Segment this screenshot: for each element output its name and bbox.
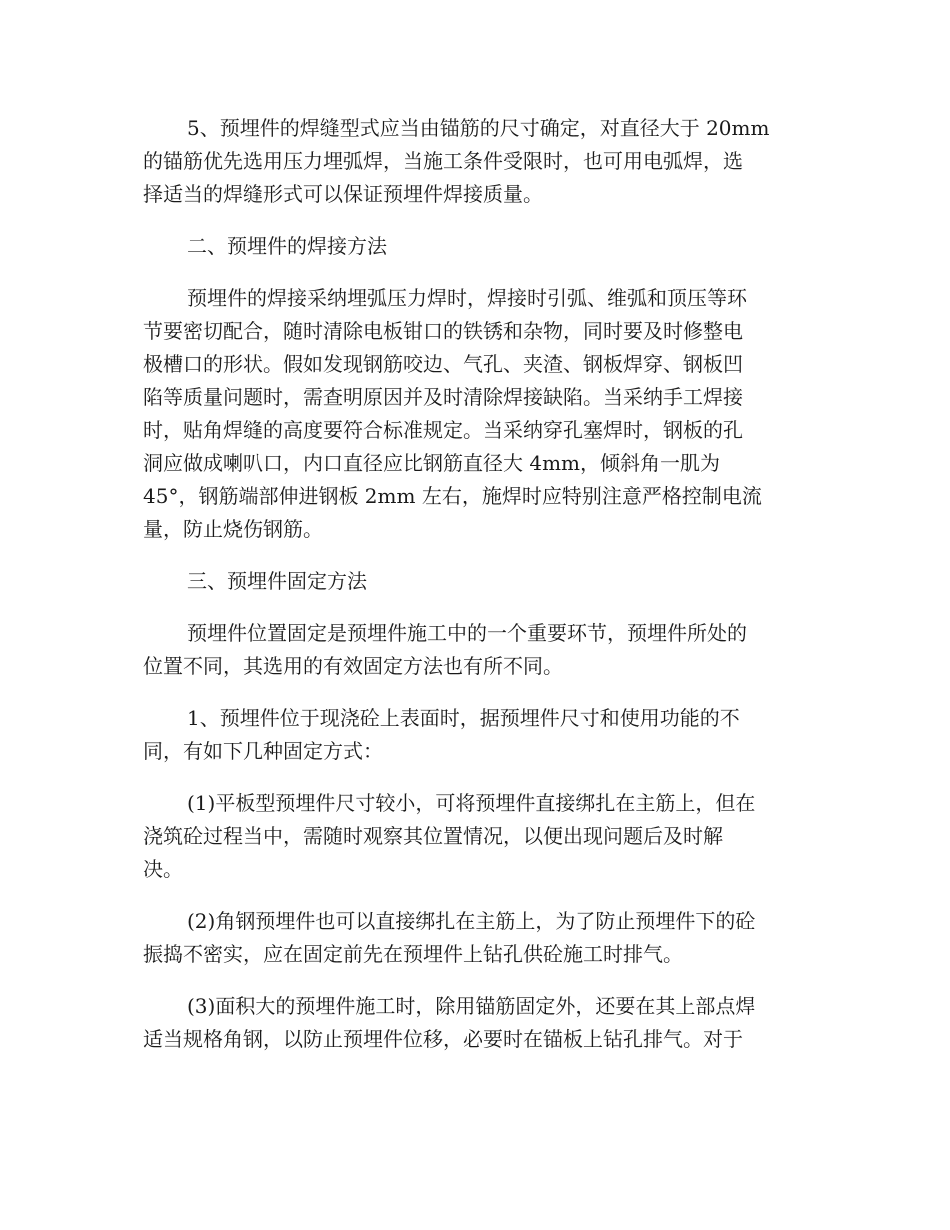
text-line: 洞应做成喇叭口，内口直径应比钢筋直径大 4mm，倾斜角一肌为	[143, 451, 721, 475]
text-line: 决。	[143, 857, 183, 881]
text-line: 5、预埋件的焊缝型式应当由锚筋的尺寸确定，对直径大于 20mm	[187, 116, 770, 140]
paragraph-item-3	[143, 990, 807, 1056]
section-heading-fixing-method: 三、预埋件固定方法	[187, 569, 367, 593]
text-line: 预埋件位置固定是预埋件施工中的一个重要环节，预埋件所处的	[187, 621, 747, 645]
text-line: 位置不同，其选用的有效固定方法也有所不同。	[143, 654, 563, 678]
text-line: 振捣不密实，应在固定前先在预埋件上钻孔供砼施工时排气。	[143, 942, 683, 966]
text-line: 时，贴角焊缝的高度要符合标准规定。当采纳穿孔塞焊时，钢板的孔	[143, 418, 743, 442]
document-page	[143, 112, 807, 1075]
text-line: (1)平板型预埋件尺寸较小，可将预埋件直接绑扎在主筋上，但在	[187, 791, 756, 815]
paragraph-fixing-intro	[143, 617, 807, 683]
text-line: (3)面积大的预埋件施工时，除用锚筋固定外，还要在其上部点焊	[187, 994, 756, 1018]
text-line: 45°，钢筋端部伸进钢板 2mm 左右，施焊时应特别注意严格控制电流	[143, 484, 762, 508]
section-heading-welding-method: 二、预埋件的焊接方法	[187, 234, 387, 258]
text-line: 择适当的焊缝形式可以保证预埋件焊接质量。	[143, 182, 543, 206]
paragraph-welding-method	[143, 282, 807, 546]
text-line: 量，防止烧伤钢筋。	[143, 517, 323, 541]
paragraph-weld-type	[143, 112, 807, 211]
text-line: 陷等质量问题时，需查明原因并及时清除焊接缺陷。当采纳手工焊接	[143, 385, 743, 409]
text-line: 1、预埋件位于现浇砼上表面时，据预埋件尺寸和使用功能的不	[187, 706, 740, 730]
paragraph-item-2	[143, 905, 807, 971]
text-line: 预埋件的焊接采纳埋弧压力焊时，焊接时引弧、维弧和顶压等环	[187, 286, 747, 310]
text-line: 节要密切配合，随时清除电板钳口的铁锈和杂物，同时要及时修整电	[143, 319, 743, 343]
text-line: 同，有如下几种固定方式：	[143, 739, 383, 763]
paragraph-item-1	[143, 787, 807, 886]
text-line: 极槽口的形状。假如发现钢筋咬边、气孔、夹渣、钢板焊穿、钢板凹	[143, 352, 743, 376]
text-line: (2)角钢预埋件也可以直接绑扎在主筋上，为了防止预埋件下的砼	[187, 909, 756, 933]
text-line: 浇筑砼过程当中，需随时观察其位置情况，以便出现问题后及时解	[143, 824, 723, 848]
text-line: 的锚筋优先选用压力埋弧焊，当施工条件受限时，也可用电弧焊，选	[143, 149, 743, 173]
text-line: 适当规格角钢，以防止预埋件位移，必要时在锚板上钻孔排气。对于	[143, 1027, 743, 1051]
paragraph-surface-fixing	[143, 702, 807, 768]
